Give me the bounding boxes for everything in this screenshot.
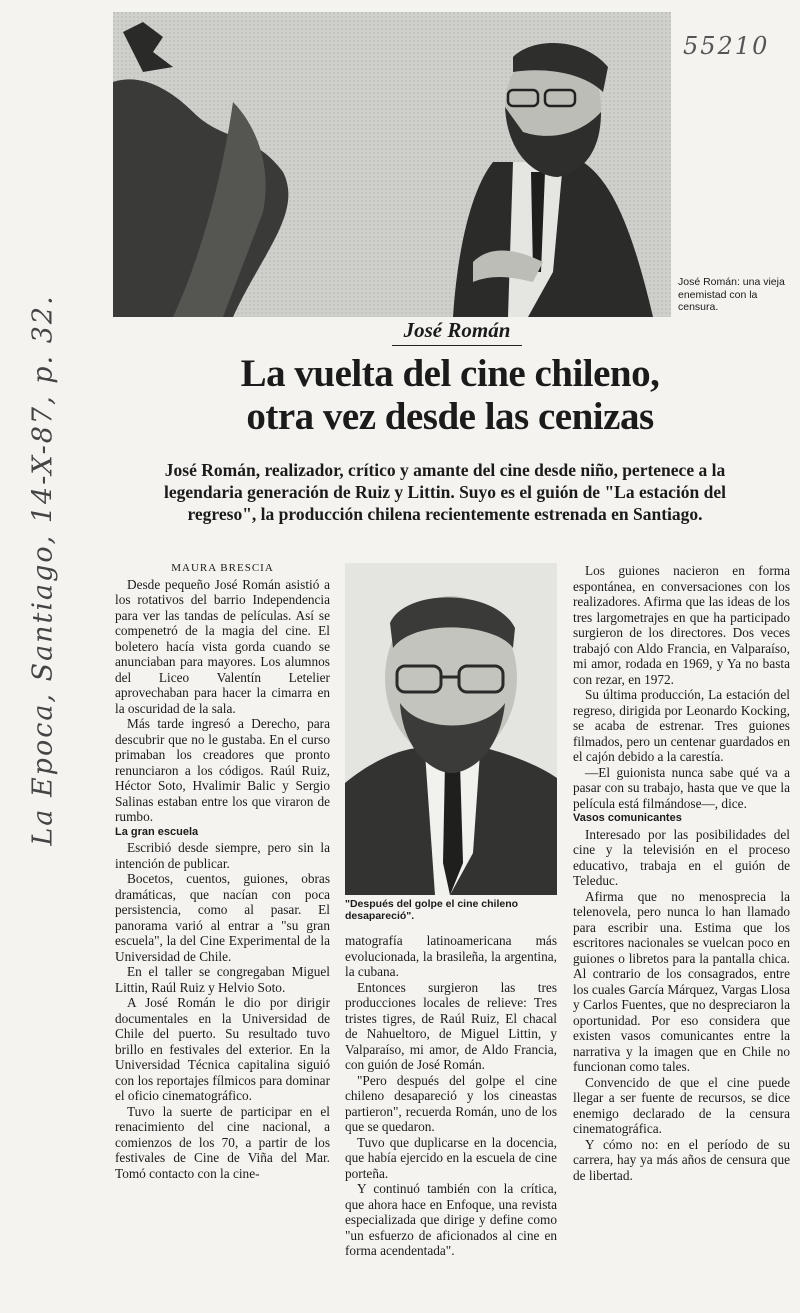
col2-paragraph: Entonces surgieron las tres producciones locales de relieve: Tres tristes tigres, de Raúl Ruiz, El chacal de Nahueltoro, de Miguel Littin, y Valparaíso, mi amor, de Aldo Francia, con guión de José Román. xyxy=(345,979,557,1072)
col1-paragraph: Tuvo la suerte de participar en el renacimiento del cine nacional, a comienzos de los 70, a partir de los festivales de Cine de Viña del Mar. Tomó contacto con la cine- xyxy=(115,1103,330,1181)
column-1 xyxy=(115,561,330,1181)
col1-paragraph: Escribió desde siempre, pero sin la intención de publicar. xyxy=(115,840,330,871)
col1-paragraph: En el taller se congregaban Miguel Littin, Raúl Ruiz y Helvio Soto. xyxy=(115,964,330,995)
col2-paragraph: Tuvo que duplicarse en la docencia, que había ejercido en la escuela de cine porteña. xyxy=(345,1134,557,1181)
portrait-photo-illustration xyxy=(113,12,671,317)
col3-paragraph: Los guiones nacieron en forma espontánea, en conversaciones con los realizadores. Afirma que las ideas de los tres largometrajes en que ha participado surgieron de los directores. Dos veces trabajó con Aldo Francia, en Valparaíso, mi amor, rodada en 1969, y Ya no basta con rezar, en 1972. xyxy=(573,563,790,687)
handwritten-source-note xyxy=(8,290,78,850)
col3-paragraph: Su última producción, La estación del regreso, dirigida por Leonardo Kocking, se acaba de estrenar. Tres guiones filmados, pero un centenar guardados en el cajón debido a la carestía. xyxy=(573,687,790,764)
portrait-photo-illustration xyxy=(345,563,557,895)
middle-photo xyxy=(345,563,557,895)
catalog-number: 55210 xyxy=(683,32,770,60)
kicker: José Román xyxy=(392,318,522,346)
column-3 xyxy=(573,563,790,1183)
subhead-vasos-comunicantes: Vasos comunicantes xyxy=(573,812,682,824)
headline-line-1: La vuelta del cine chileno, xyxy=(240,352,660,395)
col1-paragraph: Más tarde ingresó a Derecho, para descubrir que no le gustaba. En el curso primaban los creadores que pronto renunciaron a los códigos. Raúl Ruiz, Héctor Soto, Hvalimir Balic y Sergio Salinas estaban entre los que viraron de rumbo. xyxy=(115,716,330,824)
byline: MAURA BRESCIA xyxy=(171,562,274,574)
col2-paragraph: "Pero después del golpe el cine chileno desapareció y los cineastas partieron", recuerda Román, uno de los que se quedaron. xyxy=(345,1072,557,1134)
col3-paragraph: Interesado por las posibilidades del cine y la televisión en el proceso educativo, trabaja en el guión de Teleduc. xyxy=(573,826,790,888)
col1-paragraph: Desde pequeño José Román asistió a los rotativos del barrio Independencia para ver las tandas de películas. Así se compenetró de la magia del cine. El boletero hacía vista gorda cuando se anunciaban para mayores. Los alumnos del Liceo Valentín Letelier aprovechaban para hacer la cimarra en la oscuridad de la sala. xyxy=(115,576,330,716)
col3-paragraph: Afirma que no menosprecia la telenovela, pero nunca lo han llamado para escribir una. Estima que los escritores nacionales se vuelcan poco en guiones o libretos para la pantalla chica. Al contrario de los consagrados, entre los cuales García Márquez, Vargas Llosa y Carlos Fuentes, que no despreciaron la oportunidad. Por eso considera que existen vasos comunicantes entre la narrativa y la imagen que en Chile no funcionan como tales. xyxy=(573,888,790,1074)
col2-paragraph: matografía latinoamericana más evolucionada, la brasileña, la argentina, la cubana. xyxy=(345,933,557,979)
top-photo-caption: José Román: una vieja enemistad con la censura. xyxy=(678,276,785,313)
col2-paragraph: Y continuó también con la crítica, que ahora hace en Enfoque, una revista especializada que dirige y define como "un esfuerzo de aficionados al cine en forma acendentada". xyxy=(345,1181,557,1258)
subhead-la-gran-escuela: La gran escuela xyxy=(115,825,199,838)
col3-paragraph: —El guionista nunca sabe qué va a pasar con su trabajo, hasta que ve que la película está filmándose—, dice. xyxy=(573,764,790,811)
top-photo xyxy=(113,12,671,317)
col3-paragraph: Convencido de que el cine puede llegar a ser fuente de recursos, se dice enemigo declarado de la censura cinematográfica. xyxy=(573,1074,790,1136)
col3-paragraph: Y cómo no: en el período de su carrera, hay ya más años de censura que de libertad. xyxy=(573,1136,790,1183)
col1-paragraph: A José Román le dio por dirigir documentales en la Universidad de Chile del puerto. Su resultado tuvo brillo en festivales del exterior. En la Universidad Técnica capitalina siguió con los reportajes fílmicos para dominar el oficio cinematográfico. xyxy=(115,995,330,1103)
deck: José Román, realizador, crítico y amante del cine desde niño, pertenece a la legendaria generación de Ruiz y Littin. Suyo es el guión de "La estación del regreso", la producción chilena recientemente estrenada en Santiago. xyxy=(164,460,726,524)
headline-line-2: otra vez desde las cenizas xyxy=(246,395,654,438)
col1-paragraph: Bocetos, cuentos, guiones, obras dramáticas, que nacían con poca persistencia, como al pasar. El panorama varió al entrar a "su gran escuela", la del Cine Experimental de la Universidad de Chile. xyxy=(115,871,330,964)
middle-photo-caption: "Después del golpe el cine chileno desapareció". xyxy=(345,898,519,922)
source-note-text: La Epoca, Santiago, 14-X-87, p. 32. xyxy=(27,294,59,846)
headline xyxy=(140,352,760,438)
column-2 xyxy=(345,933,557,1259)
